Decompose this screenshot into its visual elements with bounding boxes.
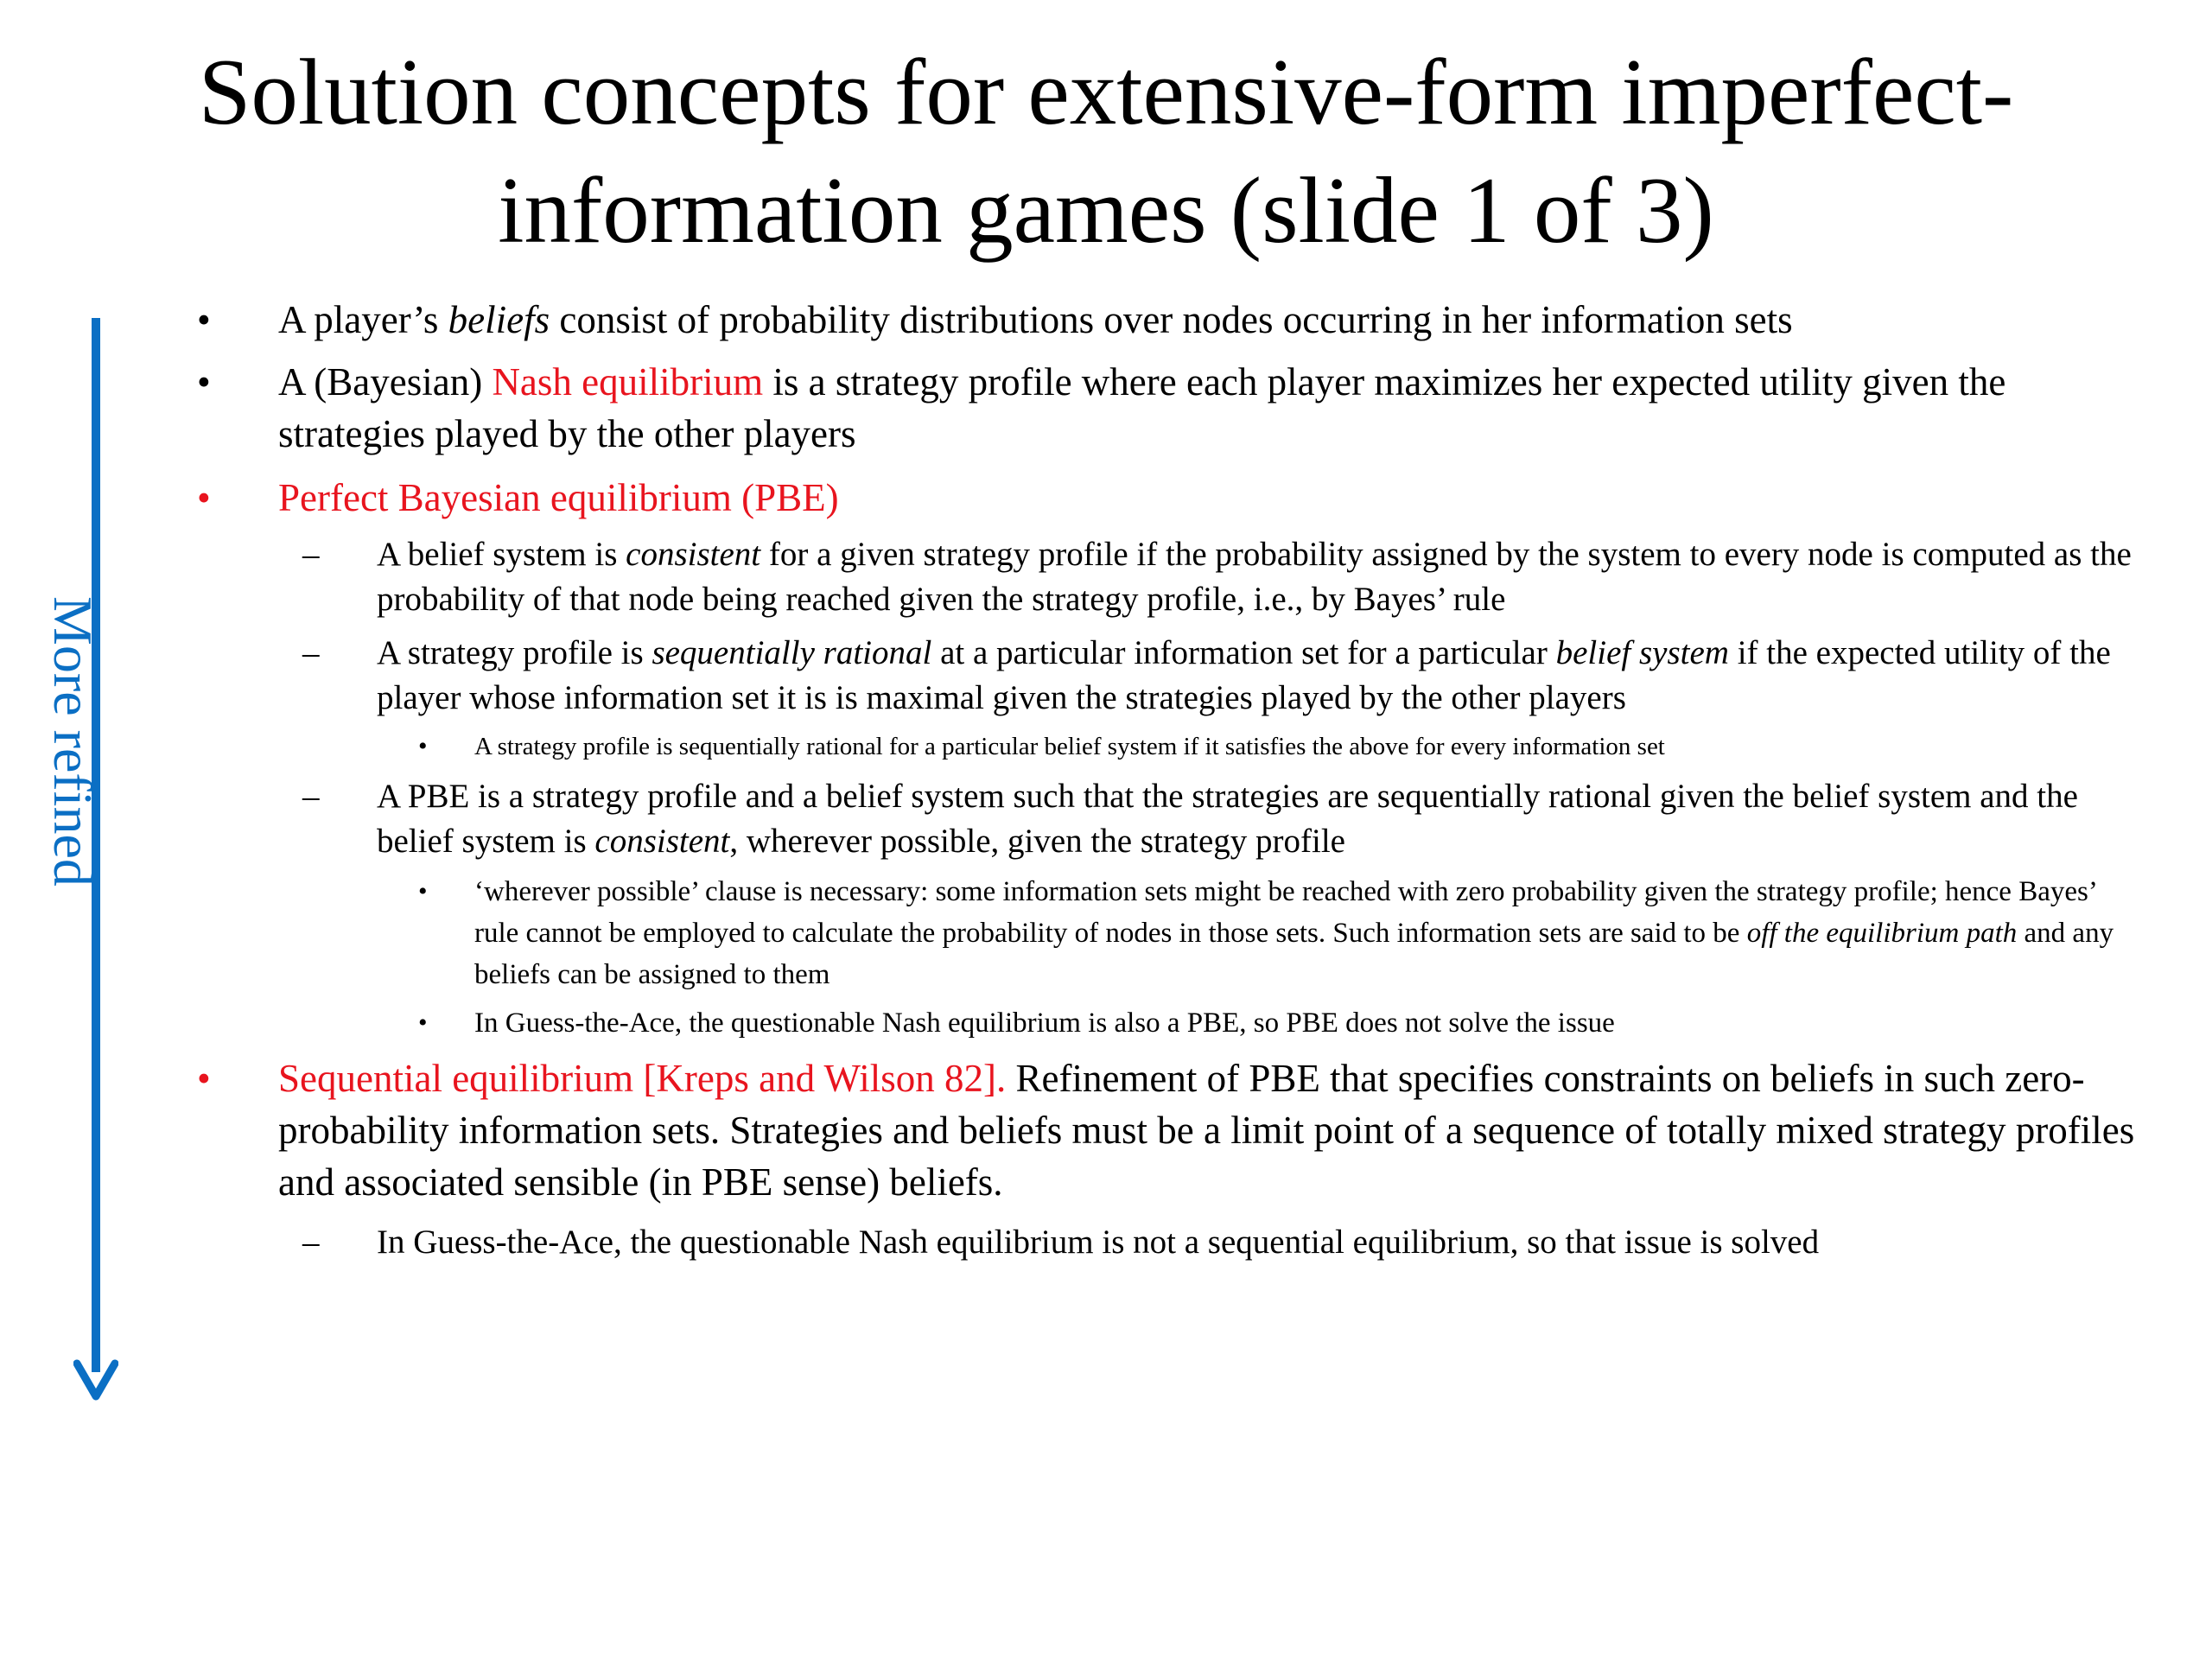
slide-title (86, 33, 2126, 270)
bullet-marker: • (418, 877, 428, 906)
bullet-marker: • (197, 360, 211, 404)
dash-marker: – (302, 634, 320, 671)
dash-marker: – (302, 536, 320, 573)
bullet-marker: • (418, 732, 428, 760)
sub-bullet-guess-the-ace-sequential: In Guess-the-Ace, the questionable Nash equilibrium is not a sequential equilibrium, so that issue is solved (377, 1224, 1820, 1261)
bullet-marker: • (197, 1057, 211, 1100)
bullet-nash-equilibrium: A (Bayesian) Nash equilibrium is a strategy profile where each player maximizes her expected utility given the strategies played by the other players (278, 360, 2006, 455)
bullet-marker: • (197, 298, 211, 341)
more-refined-label: More refined (42, 596, 104, 887)
sub-bullet-consistent: A belief system is consistent for a given strategy profile if the probability assigned by the system to every node is computed as the probability of that node being reached given the strategy profile, i.e., by Bayes’ rule (377, 536, 2132, 618)
term-nash-equilibrium: Nash equilibrium (492, 360, 764, 404)
title-line-2: information games (slide 1 of 3) (498, 158, 1714, 263)
title-line-1: Solution concepts for extensive-form imperfect- (198, 40, 2014, 144)
bullet-pbe: Perfect Bayesian equilibrium (PBE) (278, 476, 839, 519)
bullet-sequential-equilibrium: Sequential equilibrium [Kreps and Wilson 82]. Refinement of PBE that specifies constraints on beliefs in such zero-probability information sets. Strategies and beliefs must be a limit point of a sequence of totally mixed strategy profiles and associated sensible (in PBE sense) beliefs. (278, 1057, 2135, 1204)
sub-bullet-sequentially-rational: A strategy profile is sequentially rational at a particular information set for a particular belief system if the expected utility of the player whose information set it is is maximal given the strategies played by the other players (377, 634, 2111, 716)
sub-bullet-pbe-definition: A PBE is a strategy profile and a belief system such that the strategies are sequentially rational given the belief system and the belief system is consistent, wherever possible, given the strategy profile (377, 778, 2078, 860)
dash-marker: – (302, 778, 320, 815)
emphasis-beliefs: beliefs (448, 298, 550, 341)
arrow-down-icon (73, 1357, 118, 1402)
sub-sub-bullet-rational-every-set: A strategy profile is sequentially rational for a particular belief system if it satisfies the above for every information set (474, 733, 1665, 760)
sub-sub-bullet-guess-the-ace-pbe: In Guess-the-Ace, the questionable Nash equilibrium is also a PBE, so PBE does not solve the issue (474, 1007, 1615, 1039)
bullet-beliefs: A player’s beliefs consist of probability distributions over nodes occurring in her information sets (278, 298, 1793, 341)
term-sequential-equilibrium: Sequential equilibrium [Kreps and Wilson 82]. (278, 1057, 1007, 1100)
dash-marker: – (302, 1224, 320, 1261)
sub-sub-bullet-wherever-possible: ‘wherever possible’ clause is necessary: some information sets might be reached with zero probability given the strategy profile; hence Bayes’ rule cannot be employed to calculate the probability of nodes in those sets. Such information sets are said to be off the equilibrium path and any beliefs can be assigned to them (474, 876, 2114, 990)
bullet-marker: • (418, 1008, 428, 1037)
bullet-marker: • (197, 476, 211, 519)
